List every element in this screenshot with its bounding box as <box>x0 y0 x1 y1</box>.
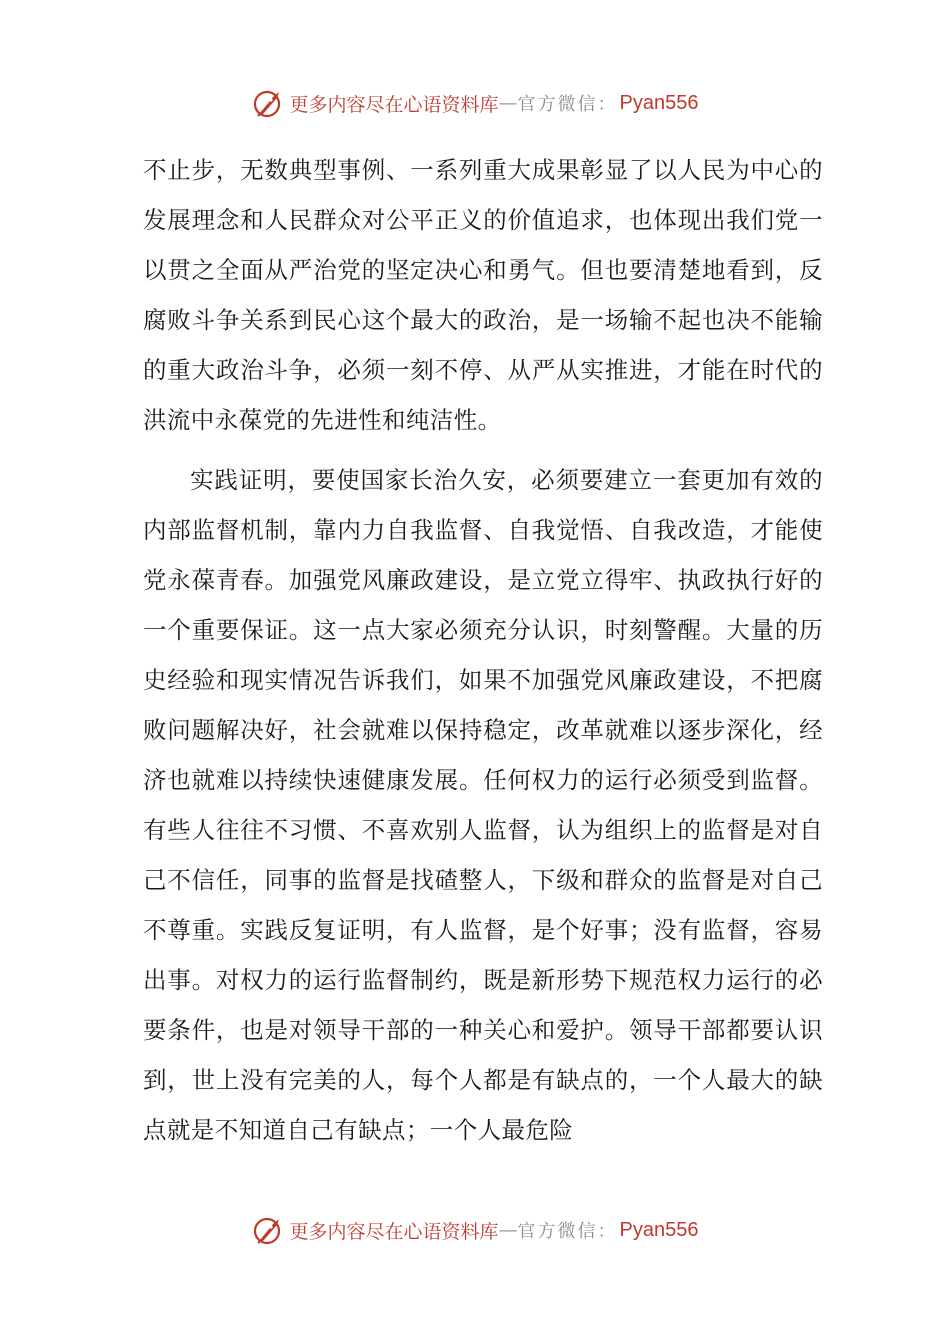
document-body <box>143 145 823 1155</box>
header-dash: — <box>498 92 518 114</box>
header-site-text: 更多内容尽在心语资料库 <box>289 93 499 116</box>
header-wechat-id: Pyan556 <box>619 91 699 114</box>
footer-wechat-label: 官方微信： <box>517 1221 618 1242</box>
pen-nib-logo-icon <box>252 86 286 120</box>
body-paragraph: 实践证明，要使国家长治久安，必须要建立一套更加有效的内部监督机制，靠内力自我监督、自我觉悟、自我改造，才能使党永葆青春。加强党风廉政建设，是立党立得牢、执政执行好的一个重要保证。这一点大家必须充分认识，时刻警醒。大量的历史经验和现实情况告诉我们，如果不加强党风廉政建设，不把腐败问题解决好，社会就难以保持稳定，改革就难以逐步深化，经济也就难以持续快速健康发展。任何权力的运行必须受到监督。有些人往往不习惯、不喜欢别人监督，认为组织上的监督是对自己不信任，同事的监督是找碴整人，下级和群众的监督是对自己不尊重。实践反复证明，有人监督，是个好事；没有监督，容易出事。对权力的运行监督制约，既是新形势下规范权力运行的必要条件，也是对领导干部的一种关心和爱护。领导干部都要认识到，世上没有完美的人，每个人都是有缺点的，一个人最大的缺点就是不知道自己有缺点；一个人最危险 <box>143 466 823 1144</box>
footer-site-text: 更多内容尽在心语资料库 <box>289 1220 499 1243</box>
footer-wechat-id: Pyan556 <box>619 1218 699 1241</box>
header-banner <box>0 83 950 123</box>
body-paragraph: 不止步，无数典型事例、一系列重大成果彰显了以人民为中心的发展理念和人民群众对公平正义的价值追求，也体现出我们党一以贯之全面从严治党的坚定决心和勇气。但也要清楚地看到，反腐败斗争关系到民心这个最大的政治，是一场输不起也决不能输的重大政治斗争，必须一刻不停、从严从实推进，才能在时代的洪流中永葆党的先进性和纯洁性。 <box>143 156 823 434</box>
pen-nib-logo-icon <box>252 1213 286 1247</box>
header-wechat-label: 官方微信： <box>517 94 618 115</box>
footer-banner <box>0 1210 950 1250</box>
footer-dash: — <box>498 1219 518 1241</box>
